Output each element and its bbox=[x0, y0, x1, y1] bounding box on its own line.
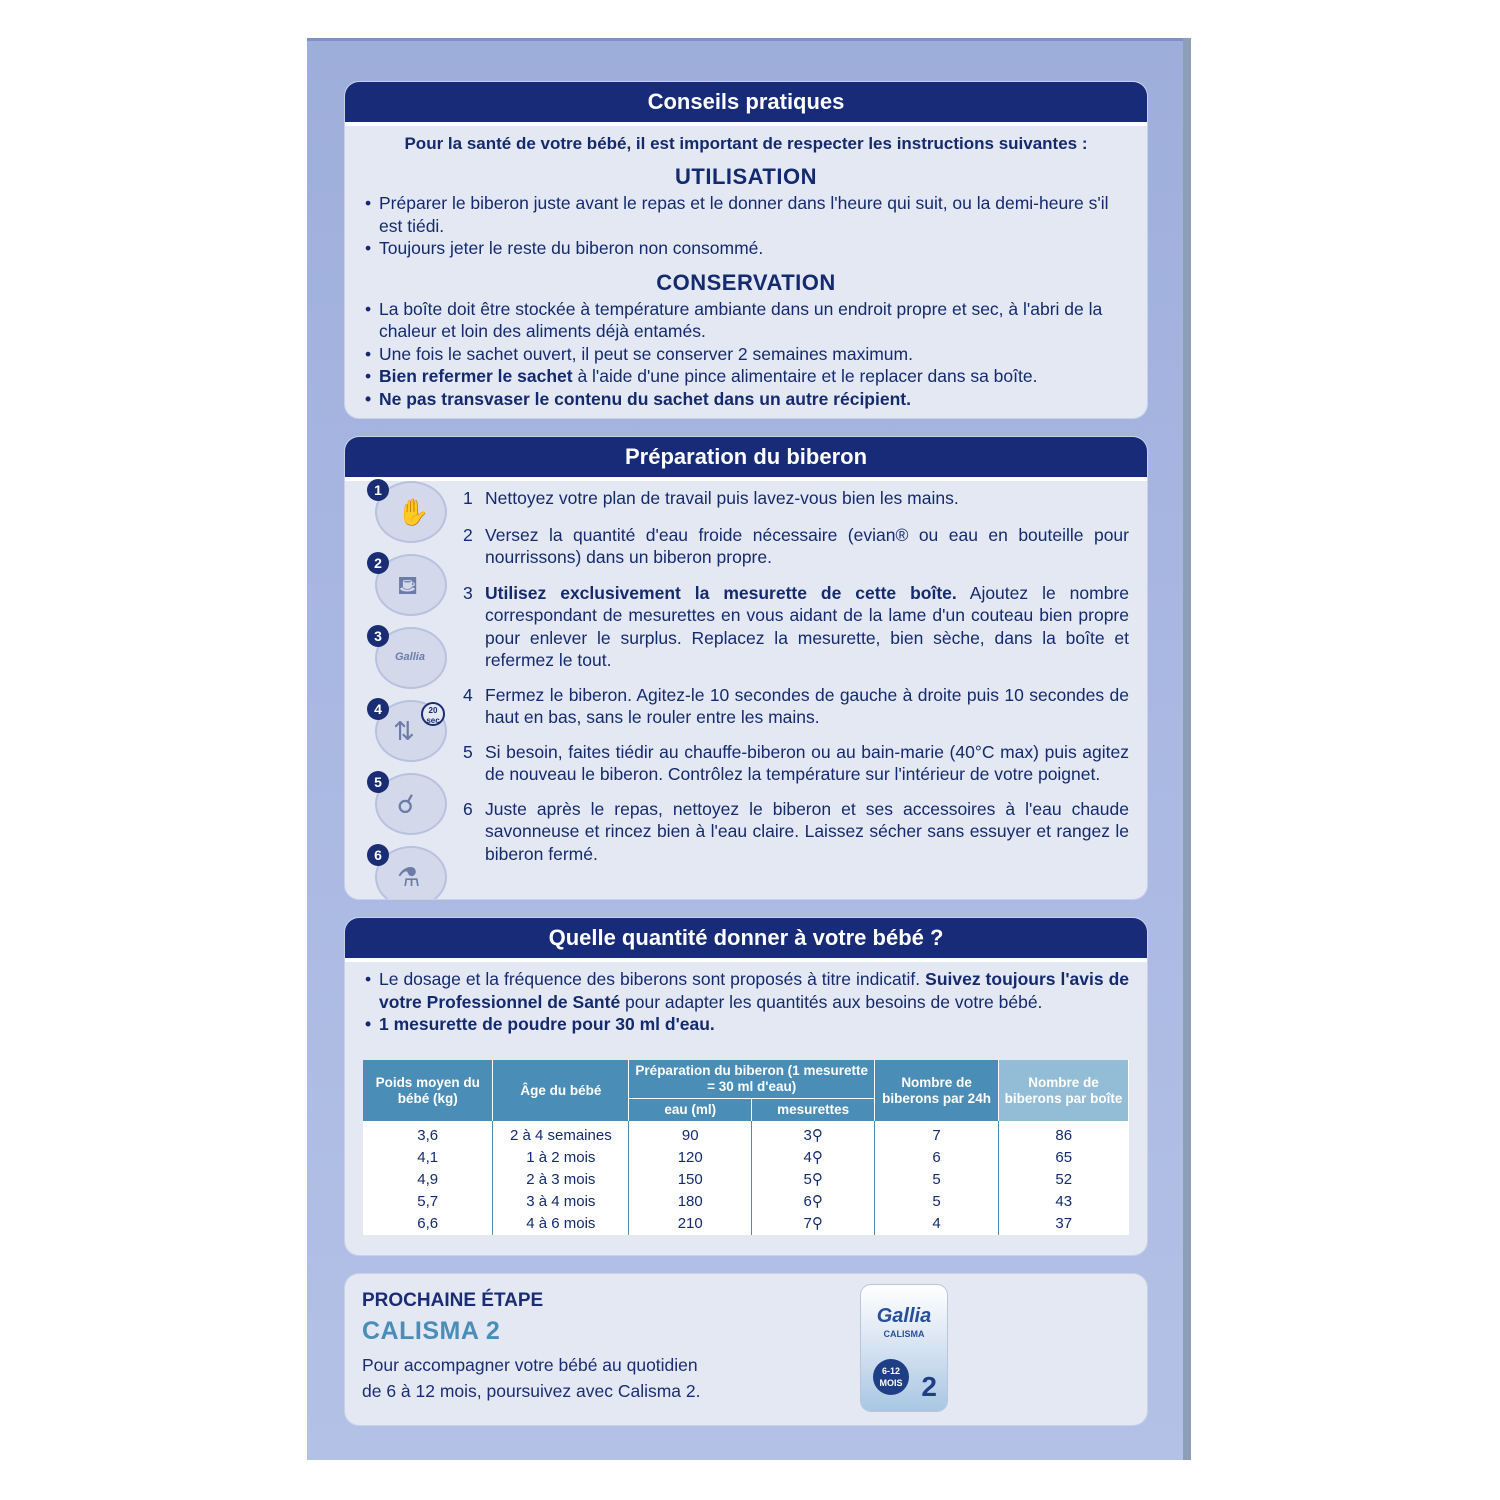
dosage-table bbox=[363, 1060, 1129, 1235]
quantite-item: • 1 mesurette de poudre pour 30 ml d'eau. bbox=[365, 1013, 1129, 1036]
next-product-name: CALISMA 2 bbox=[362, 1317, 501, 1345]
cell-mesurettes: 3⚲ 4⚲ 5⚲ 6⚲ 7⚲ bbox=[752, 1121, 875, 1235]
wash-hands-icon: 1 ✋ bbox=[367, 479, 447, 541]
conseils-lead: Pour la santé de votre bébé, il est important de respecter les instructions suivantes : bbox=[404, 134, 1088, 153]
conseils-panel bbox=[345, 82, 1147, 418]
scoop-icon: ⚲ bbox=[811, 1171, 823, 1188]
utilisation-item: • Toujours jeter le reste du biberon non consommé. bbox=[365, 237, 1129, 260]
conseils-title: Conseils pratiques bbox=[345, 82, 1147, 126]
step-5: 5 Si besoin, faites tiédir au chauffe-biberon ou au bain-marie (40°C max) puis agitez de nouveau le biberon. Contrôlez la température sur l'intérieur de votre poignet. bbox=[463, 741, 1129, 784]
conservation-item: • La boîte doit être stockée à température ambiante dans un endroit propre et sec, à l'abri de la chaleur et loin des aliments déjà entamés. bbox=[365, 298, 1129, 343]
dosage-rows bbox=[363, 1121, 1129, 1235]
utilisation-title: UTILISATION bbox=[675, 164, 817, 189]
next-step-label: PROCHAINE ÉTAPE bbox=[362, 1290, 544, 1311]
scoop-icon: ⚲ bbox=[811, 1149, 823, 1166]
conservation-bold: Bien refermer le sachet bbox=[379, 366, 573, 386]
preparation-panel bbox=[345, 437, 1147, 899]
step-3: 3 Utilisez exclusivement la mesurette de cette boîte. Ajoutez le nombre correspondant de mesurettes en vous aidant de la lame d'un couteau bien propre pour enlever le surplus. Replacez la mesurette, bien sèche, dans la boîte et refermez le tout. bbox=[463, 582, 1129, 670]
table-row bbox=[363, 1121, 1129, 1235]
can-age-badge: 6-12 MOIS bbox=[873, 1359, 909, 1395]
cell-nb24: 7 6 5 5 4 bbox=[875, 1121, 999, 1235]
cell-poids: 3,6 4,1 4,9 5,7 6,6 bbox=[363, 1121, 493, 1235]
cell-boite: 86 65 52 43 37 bbox=[999, 1121, 1129, 1235]
product-can-image bbox=[861, 1285, 947, 1411]
check-temperature-icon: 5 ☌ bbox=[367, 771, 447, 833]
quantite-panel bbox=[345, 918, 1147, 1255]
can-brand: Gallia bbox=[876, 1305, 932, 1327]
step-2: 2 Versez la quantité d'eau froide nécessaire (evian® ou eau en bouteille pour nourrissons) dans un biberon propre. bbox=[463, 524, 1129, 567]
conservation-text: à l'aide d'une pince alimentaire et le replacer dans sa boîte. bbox=[572, 366, 1038, 386]
conservation-item bbox=[365, 365, 1129, 388]
quantite-title: Quelle quantité donner à votre bébé ? bbox=[345, 918, 1147, 962]
col-header-nb24: Nombre de biberons par 24h bbox=[875, 1060, 999, 1121]
conservation-title: CONSERVATION bbox=[656, 269, 836, 295]
col-header-eau: eau (ml) bbox=[629, 1099, 752, 1122]
col-header-poids: Poids moyen du bébé (kg) bbox=[363, 1060, 493, 1121]
utilisation-item: • Préparer le biberon juste avant le repas et le donner dans l'heure qui suit, ou la demi-heure s'il est tiédi. bbox=[365, 192, 1129, 237]
conservation-item: • Une fois le sachet ouvert, il peut se conserver 2 semaines maximum. bbox=[365, 343, 1129, 366]
col-header-age: Âge du bébé bbox=[493, 1060, 629, 1121]
can-stage-number: 2 bbox=[921, 1371, 937, 1402]
quantite-list bbox=[345, 968, 1147, 1036]
conservation-item: • Ne pas transvaser le contenu du sachet dans un autre récipient. bbox=[365, 388, 1129, 411]
preparation-steps bbox=[463, 487, 1129, 865]
col-header-mesurettes: mesurettes bbox=[752, 1099, 875, 1122]
package-side-edge bbox=[1183, 38, 1191, 1460]
can-product: CALISMA bbox=[883, 1329, 925, 1339]
scoop-icon: ⚲ bbox=[811, 1193, 823, 1210]
step-illustrations bbox=[367, 479, 455, 899]
scoop-icon: ⚲ bbox=[811, 1215, 823, 1232]
step-4: 4 Fermez le biberon. Agitez-le 10 secondes de gauche à droite puis 10 secondes de haut en bas, sans le rouler entre les mains. bbox=[463, 684, 1129, 727]
next-step-panel bbox=[345, 1274, 1147, 1425]
measuring-scoop-icon: 3 Gallia bbox=[367, 625, 447, 687]
col-header-nbboite: Nombre de biberons par boîte bbox=[999, 1060, 1129, 1121]
step-1: 1 Nettoyez votre plan de travail puis lavez-vous bien les mains. bbox=[463, 488, 959, 508]
scoop-icon: ⚲ bbox=[811, 1127, 823, 1144]
col-header-preparation: Préparation du biberon (1 mesurette = 30 ml d'eau) bbox=[629, 1060, 875, 1099]
cell-age: 2 à 4 semaines 1 à 2 mois 2 à 3 mois 3 à 4 mois 4 à 6 mois bbox=[493, 1121, 629, 1235]
conservation-list bbox=[345, 298, 1147, 411]
quantite-item: • Le dosage et la fréquence des biberons sont proposés à titre indicatif. Suivez toujours l'avis de votre Professionnel de Santé pour adapter les quantités aux besoins de votre bébé. bbox=[365, 968, 1129, 1013]
step-6: 6 Juste après le repas, nettoyez le biberon et ses accessoires à l'eau chaude savonneuse et rincez bien à l'eau claire. Laissez sécher sans essuyer et rangez le biberon fermé. bbox=[463, 798, 1129, 864]
clean-bottle-icon: 6 ⚗ bbox=[367, 844, 447, 899]
utilisation-list bbox=[345, 192, 1147, 260]
preparation-title: Préparation du biberon bbox=[345, 437, 1147, 481]
cell-eau: 90 120 150 180 210 bbox=[629, 1121, 752, 1235]
pour-water-icon: 2 ⛾ bbox=[367, 552, 447, 614]
shake-bottle-icon: 4 ⇅ 20 sec bbox=[367, 698, 447, 760]
next-step-text: Pour accompagner votre bébé au quotidien de 6 à 12 mois, poursuivez avec Calisma 2. bbox=[362, 1355, 701, 1401]
